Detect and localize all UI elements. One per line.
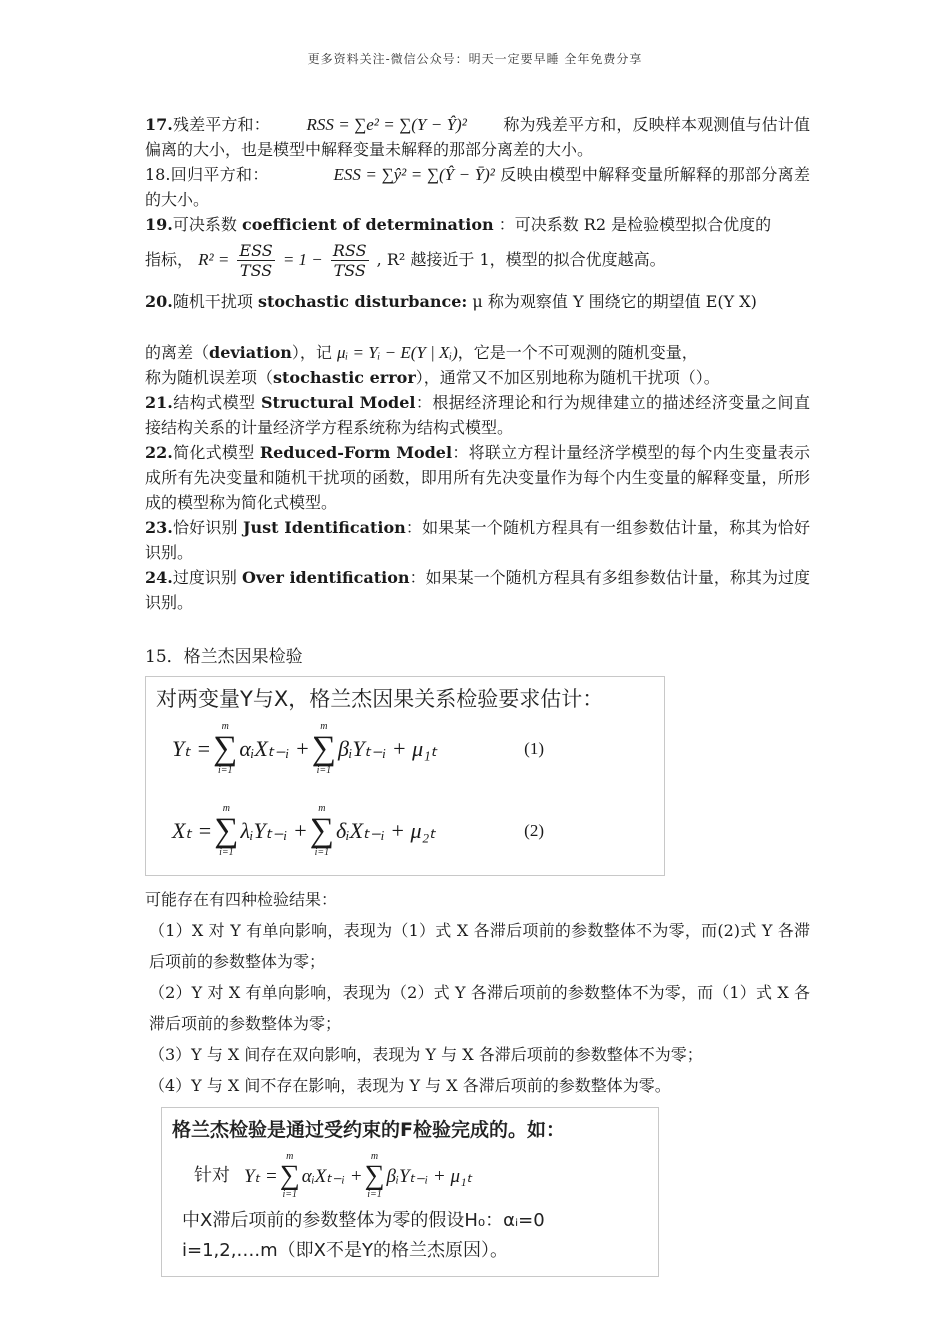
sigma-symbol: ∑ bbox=[309, 812, 334, 849]
item-text: , R² 越接近于 1，模型的拟合优度越高。 bbox=[376, 250, 666, 269]
item-number: 20. bbox=[145, 292, 173, 311]
item-title: 残差平方和： bbox=[172, 115, 270, 134]
summation bbox=[312, 722, 336, 776]
item-text: ：将联立方程计量经济学模型的每个内生变量表示成所有先决变量和随机干扰项的函数，即用所有先决变量作为每个内生变量的解释变量，所形成的模型称为简化式模型。 bbox=[145, 443, 810, 512]
item-text: μ 称为观察值 Y 围绕它的期望值 E(Y X) bbox=[467, 292, 757, 311]
item-text: 称为残差平方和，反映样本观测 bbox=[503, 115, 730, 134]
sum-lower: i=1 bbox=[282, 1189, 297, 1200]
item-19 bbox=[145, 212, 810, 237]
item-english-term: coefficient of determination bbox=[241, 215, 494, 234]
sigma-symbol: ∑ bbox=[214, 812, 239, 849]
item-text: ：可决系数 R2 是检验模型拟合优度的 bbox=[498, 215, 772, 234]
eq-prefix: 针对 bbox=[194, 1165, 230, 1186]
item-19-formula-line bbox=[145, 237, 810, 283]
item-title: 恰好识别 bbox=[172, 518, 238, 537]
item-number: 19. bbox=[145, 215, 173, 234]
item-title: 过度识别 bbox=[172, 568, 237, 587]
item-20-line3 bbox=[145, 365, 810, 390]
item-text: 指标， bbox=[145, 250, 194, 269]
result-item: （3）Y 与 X 间存在双向影响，表现为 Y 与 X 各滞后项前的参数整体不为零； bbox=[149, 1045, 703, 1064]
equation-1 bbox=[156, 715, 654, 783]
sum-upper: m bbox=[370, 1151, 379, 1162]
item-text: ），记 bbox=[291, 343, 332, 362]
page-header: 更多资料关注-微信公众号：明天一定要早睡 全年免费分享 bbox=[307, 52, 643, 66]
item-number: 21. bbox=[145, 393, 173, 412]
ess-over-tss-fraction bbox=[237, 241, 274, 280]
item-22 bbox=[145, 440, 810, 515]
eq-term: δᵢXₜ₋ᵢ + μ₂ₜ bbox=[335, 818, 436, 843]
eq-middle: = 1 − bbox=[282, 250, 323, 269]
disturbance-formula: μᵢ = Yᵢ − E(Y | Xᵢ) bbox=[337, 343, 458, 362]
item-text: ），通常又不加区别地称为随机干扰项（）。 bbox=[415, 368, 720, 387]
box-title: 对两变量Y与X，格兰杰因果关系检验要求估计： bbox=[156, 687, 604, 711]
item-text: 称为随机误差项（ bbox=[145, 368, 274, 387]
sum-lower: i=1 bbox=[219, 847, 234, 858]
eq-term: αᵢXₜ₋ᵢ + bbox=[301, 1165, 363, 1187]
box-title: 格兰杰检验是通过受约束的F检验完成的。如： bbox=[172, 1119, 565, 1141]
item-number: 22. bbox=[145, 443, 173, 462]
item-number: 24. bbox=[145, 568, 173, 587]
item-english-term: stochastic error bbox=[273, 368, 416, 387]
sum-lower: i=1 bbox=[314, 847, 330, 858]
item-title: 简化式模型 bbox=[172, 443, 255, 462]
summation bbox=[280, 1152, 300, 1200]
equation-tag: (1) bbox=[524, 739, 544, 758]
spacer bbox=[145, 615, 810, 645]
sum-upper: m bbox=[222, 803, 231, 814]
item-english-term: Reduced-Form Model bbox=[259, 443, 453, 462]
fraction-numerator: RSS bbox=[332, 241, 367, 260]
item-text: ：如果某一个随机方程具有多组参数估计量，称其为过度识别。 bbox=[145, 568, 810, 612]
eq-lhs: Xₜ = bbox=[172, 818, 213, 843]
hypothesis-line: 中X滞后项前的参数整体为零的假设H₀：αᵢ=0 bbox=[182, 1210, 545, 1231]
rss-over-tss-fraction bbox=[331, 241, 369, 280]
item-18 bbox=[145, 162, 810, 212]
sum-lower: i=1 bbox=[367, 1189, 382, 1200]
granger-f-test-box bbox=[161, 1107, 659, 1277]
summation bbox=[365, 1152, 385, 1200]
item-title: 可决系数 bbox=[172, 215, 237, 234]
restricted-equation bbox=[172, 1146, 648, 1206]
item-24 bbox=[145, 565, 810, 615]
sum-upper: m bbox=[320, 721, 328, 732]
fraction-numerator: ESS bbox=[239, 241, 273, 260]
result-item: （1）X 对 Y 有单向影响，表现为（1）式 X 各滞后项前的参数整体不为零，而(2)式 Y 各滞后项前的参数整体为零； bbox=[149, 921, 810, 971]
sigma-symbol: ∑ bbox=[279, 1160, 300, 1191]
eq-lhs: Yₜ = bbox=[172, 736, 212, 761]
item-title: 回归平方和： bbox=[170, 165, 269, 184]
summation bbox=[310, 804, 334, 858]
item-number: 18. bbox=[145, 165, 171, 184]
item-english-term: deviation bbox=[209, 343, 292, 362]
sum-lower: i=1 bbox=[217, 765, 233, 776]
sum-upper: m bbox=[286, 1151, 294, 1162]
item-text: ，它是一个不可观测的随机变量， bbox=[457, 343, 698, 362]
fraction-denominator: TSS bbox=[333, 261, 366, 280]
summation bbox=[214, 804, 238, 858]
item-number: 23. bbox=[145, 518, 173, 537]
r2-symbol: R² = bbox=[198, 250, 230, 269]
results-list bbox=[145, 884, 810, 1101]
item-english-term: Over identification bbox=[242, 568, 410, 587]
equation-tag: (2) bbox=[524, 821, 544, 840]
fraction-denominator: TSS bbox=[239, 261, 273, 280]
item-title: 结构式模型 bbox=[172, 393, 256, 412]
section-15-heading: 15．格兰杰因果检验 bbox=[145, 647, 303, 667]
item-text: 值与估计值偏离的大小，也是模型中解释变量未解释的那部分离差的大小。 bbox=[145, 115, 810, 159]
sum-upper: m bbox=[318, 803, 326, 814]
item-text: 部分离差的大小。 bbox=[145, 165, 810, 209]
rss-formula: RSS = ∑e² = ∑(Y − Ŷ)² bbox=[306, 115, 467, 134]
item-text: ：如果某一个随机方程具有一组参数估计量，称其为恰好识别。 bbox=[145, 518, 810, 562]
result-item: （2）Y 对 X 有单向影响，表现为（2）式 Y 各滞后项前的参数整体不为零，而（1）式 X 各滞后项前的参数整体为零； bbox=[149, 983, 810, 1033]
ess-formula: ESS = ∑ŷ² = ∑(Ŷ − Ȳ)² bbox=[333, 165, 495, 184]
item-17 bbox=[145, 112, 810, 162]
sigma-symbol: ∑ bbox=[364, 1160, 385, 1191]
item-english-term: Structural Model bbox=[261, 393, 416, 412]
item-number: 17. bbox=[145, 115, 173, 134]
eq-term: βᵢYₜ₋ᵢ + μ₁ₜ bbox=[386, 1165, 473, 1187]
sum-lower: i=1 bbox=[316, 765, 332, 776]
summation bbox=[213, 722, 237, 776]
sigma-symbol: ∑ bbox=[311, 730, 336, 767]
hypothesis-line: i=1,2,….m（即X不是Y的格兰杰原因）。 bbox=[182, 1240, 509, 1261]
equation-2 bbox=[156, 797, 654, 865]
eq-term: λᵢYₜ₋ᵢ + bbox=[240, 818, 308, 843]
item-english-term: stochastic disturbance: bbox=[257, 292, 468, 311]
results-intro: 可能存在有四种检验结果： bbox=[145, 890, 338, 909]
sigma-symbol: ∑ bbox=[213, 730, 238, 767]
item-english-term: Just Identification bbox=[242, 518, 406, 537]
eq-lhs: Yₜ = bbox=[244, 1165, 278, 1187]
eq-term: αᵢXₜ₋ᵢ + bbox=[239, 736, 310, 761]
item-text: 反映由模型中解释变量所解释的那 bbox=[500, 165, 746, 184]
item-21 bbox=[145, 390, 810, 440]
granger-equations-box bbox=[145, 676, 665, 876]
document-body bbox=[145, 112, 810, 1277]
item-text: ：根据经济理论和行为规律建立的描述经济变量之间直接结构关系的计量经济学方程系统称为结构式模型。 bbox=[145, 393, 810, 437]
eq-term: βᵢYₜ₋ᵢ + μ₁ₜ bbox=[337, 736, 438, 761]
item-text: 的离差（ bbox=[145, 343, 210, 362]
item-20-line2 bbox=[145, 340, 810, 365]
result-item: （4）Y 与 X 间不存在影响，表现为 Y 与 X 各滞后项前的参数整体为零。 bbox=[149, 1076, 671, 1095]
item-23 bbox=[145, 515, 810, 565]
item-20 bbox=[145, 289, 810, 314]
sum-upper: m bbox=[221, 721, 229, 732]
item-title: 随机干扰项 bbox=[172, 292, 253, 311]
